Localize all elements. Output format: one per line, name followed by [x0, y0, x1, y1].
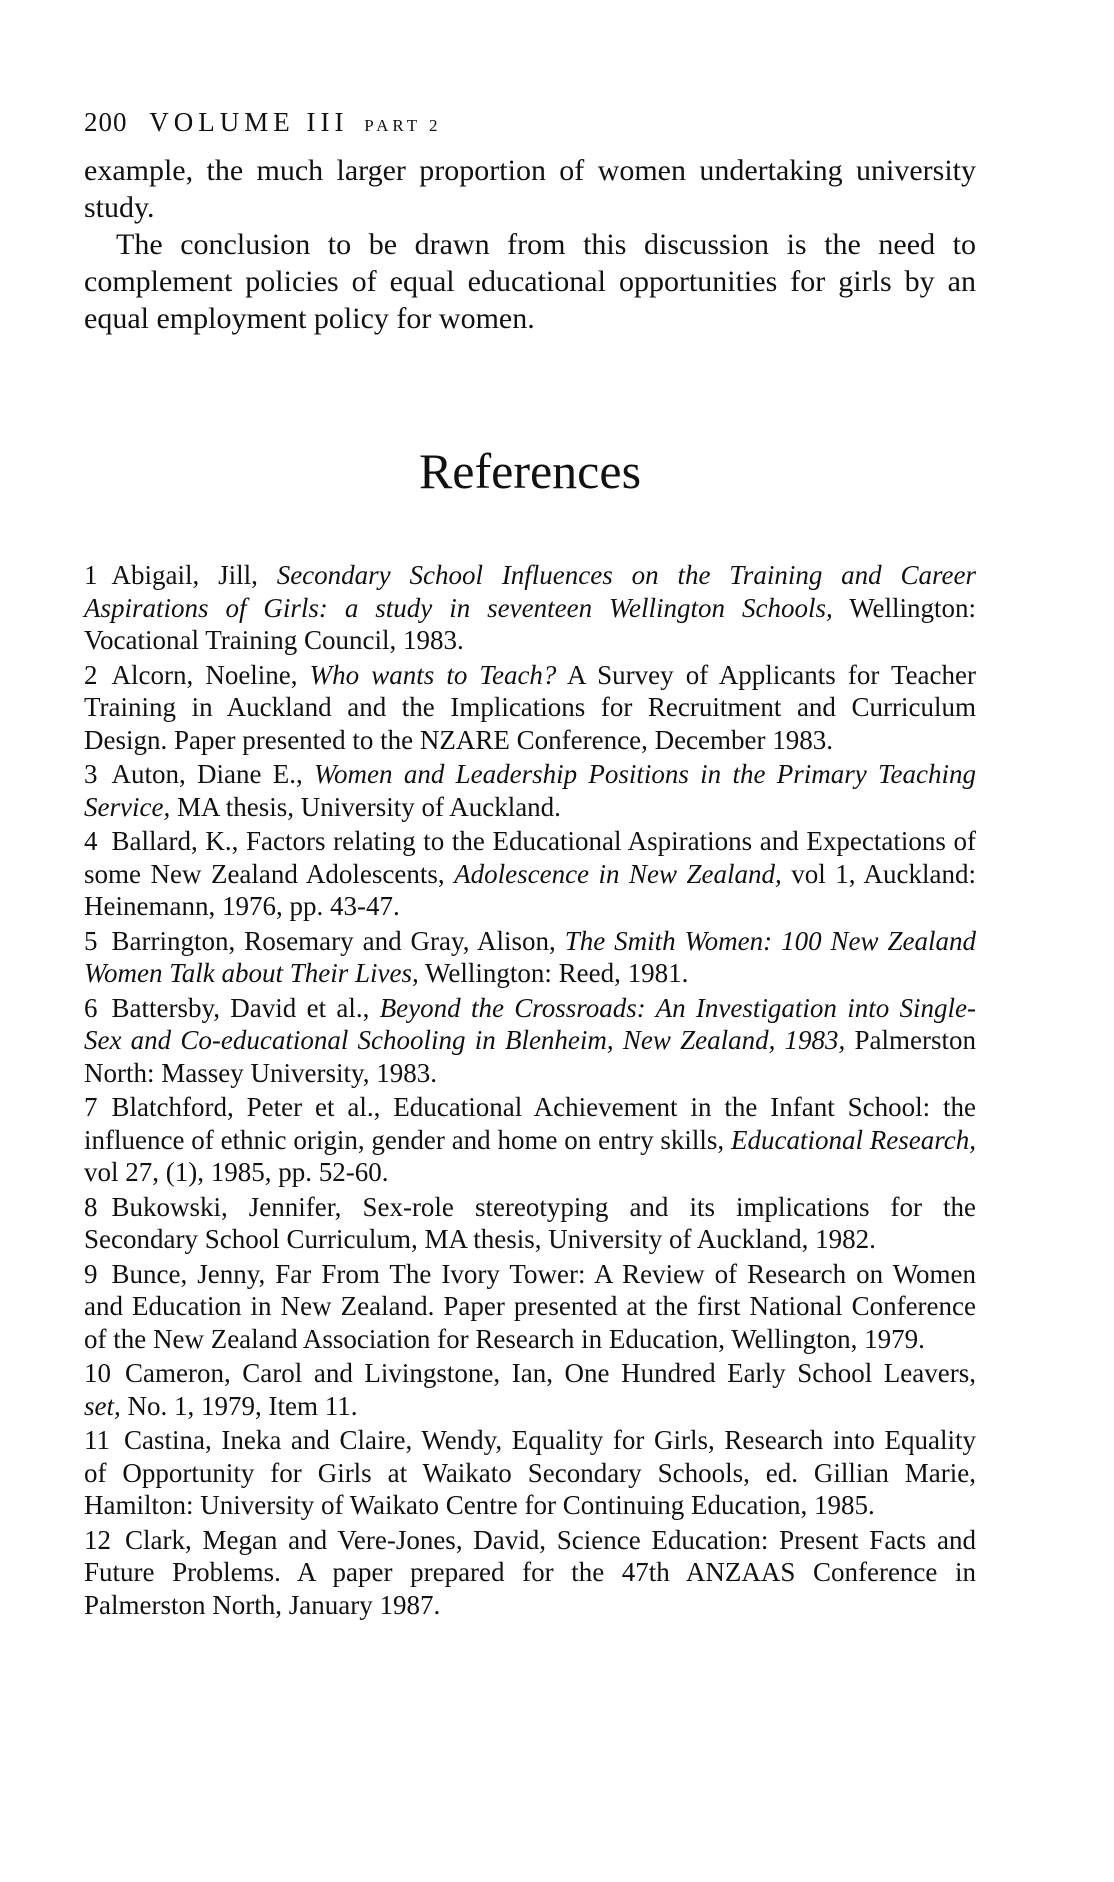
reference-number: 9 — [84, 1258, 98, 1289]
reference-text: Bunce, Jenny, Far From The Ivory Tower: A Review of Research on Women and Education in New Zealand. Paper presented at the first National Conference of the New Zealand Association for Research in Education, Wellington, 1979. — [84, 1258, 976, 1354]
reference-title: Adolescence in New Zealand, — [454, 858, 782, 889]
reference-text: vol 27, (1), 1985, pp. 52-60. — [84, 1157, 389, 1187]
reference-text: Clark, Megan and Vere-Jones, David, Science Education: Present Facts and Future Problems. A paper prepared for the 47th ANZAAS Conference in Palmerston North, January 1987. — [84, 1524, 976, 1620]
reference-title: Beyond the Crossroads: An Investigation into Single-Sex and Co-educational Schooling in Blenheim, New Zealand, 1983, — [84, 992, 976, 1055]
reference-text: Blatchford, Peter et al., Educational Achievement in the Infant School: the influence of ethnic origin, gender and home on entry skills, — [84, 1092, 976, 1155]
reference-title: Women and Leadership Positions in the Primary Teaching Service, — [84, 759, 976, 822]
book-page — [84, 104, 976, 1623]
reference-text: MA thesis, University of Auckland. — [170, 791, 561, 822]
reference-text: Palmerston North: Massey University, 1983. — [84, 1025, 976, 1088]
reference-title: set, — [84, 1390, 121, 1421]
volume-label: VOLUME III — [149, 107, 349, 137]
reference-text: Wellington: Reed, 1981. — [418, 958, 689, 988]
reference-number: 3 — [84, 759, 98, 789]
reference-item — [84, 1357, 976, 1422]
references-heading: References — [418, 443, 642, 499]
part-label: PART 2 — [364, 116, 442, 135]
running-head — [84, 104, 976, 144]
reference-number: 8 — [84, 1191, 98, 1222]
reference-title: Educational Research, — [730, 1124, 976, 1155]
reference-text: Cameron, Carol and Livingstone, Ian, One Hundred Early School Leavers, — [125, 1358, 976, 1388]
reference-text: No. 1, 1979, Item 11. — [120, 1390, 358, 1421]
reference-item — [84, 825, 976, 923]
reference-number: 4 — [84, 826, 98, 856]
reference-number: 7 — [84, 1092, 98, 1122]
reference-text: Abigail, Jill, — [111, 560, 277, 590]
reference-text: Auton, Diane E., — [111, 759, 315, 789]
body-paragraph-2: The conclusion to be drawn from this discussion is the need to complement policies of equal educational opportunities for girls by an equal employment policy for women. — [84, 228, 976, 335]
reference-text: A Survey of Applicants for Teacher Training in Auckland and the Implications for Recruitment and Curriculum Design. Paper presented to the NZARE Conference, December 1983. — [84, 659, 977, 755]
reference-item — [84, 1424, 976, 1522]
reference-number: 2 — [84, 659, 98, 690]
reference-number: 12 — [84, 1524, 111, 1555]
reference-number: 11 — [84, 1425, 110, 1455]
reference-number: 6 — [84, 992, 98, 1023]
reference-item — [84, 659, 976, 757]
reference-text: Battersby, David et al., — [111, 992, 380, 1023]
reference-title: Secondary School Influences on the Training and Career Aspirations of Girls: a study in seventeen Wellington Schools, — [84, 560, 976, 623]
reference-item — [84, 1258, 976, 1356]
reference-item — [84, 1191, 976, 1256]
reference-item — [84, 559, 976, 657]
reference-number: 5 — [84, 925, 98, 956]
reference-text: Castina, Ineka and Claire, Wendy, Equality for Girls, Research into Equality of Opportunity for Girls at Waikato Secondary Schools, ed. Gillian Marie, Hamilton: University of Waikato Centre for Continuing Education, 1985. — [84, 1425, 976, 1520]
page-number: 200 — [84, 107, 128, 137]
reference-text: Alcorn, Noeline, — [111, 659, 310, 690]
reference-list — [84, 559, 976, 1621]
reference-item — [84, 925, 976, 990]
reference-item — [84, 1091, 976, 1189]
reference-text: Wellington: Vocational Training Council, 1983. — [84, 592, 977, 655]
reference-item — [84, 758, 976, 823]
reference-title: The Smith Women: 100 New Zealand Women Talk about Their Lives, — [84, 925, 976, 988]
reference-text: vol 1, Auckland: Heinemann, 1976, pp. 43-47. — [84, 858, 976, 921]
reference-text: Bukowski, Jennifer, Sex-role stereotyping and its implications for the Secondary School Curriculum, MA thesis, University of Auckland, 1982. — [84, 1191, 976, 1254]
reference-number: 10 — [84, 1358, 111, 1388]
reference-text: Ballard, K., Factors relating to the Educational Aspirations and Expectations of some New Zealand Adolescents, — [84, 826, 976, 889]
reference-item — [84, 1524, 976, 1622]
reference-text: Barrington, Rosemary and Gray, Alison, — [111, 925, 565, 956]
body-paragraph-1: example, the much larger proportion of women undertaking university study. — [84, 154, 976, 224]
reference-number: 1 — [84, 560, 98, 590]
reference-item — [84, 992, 976, 1090]
reference-title: Who wants to Teach? — [309, 659, 557, 690]
